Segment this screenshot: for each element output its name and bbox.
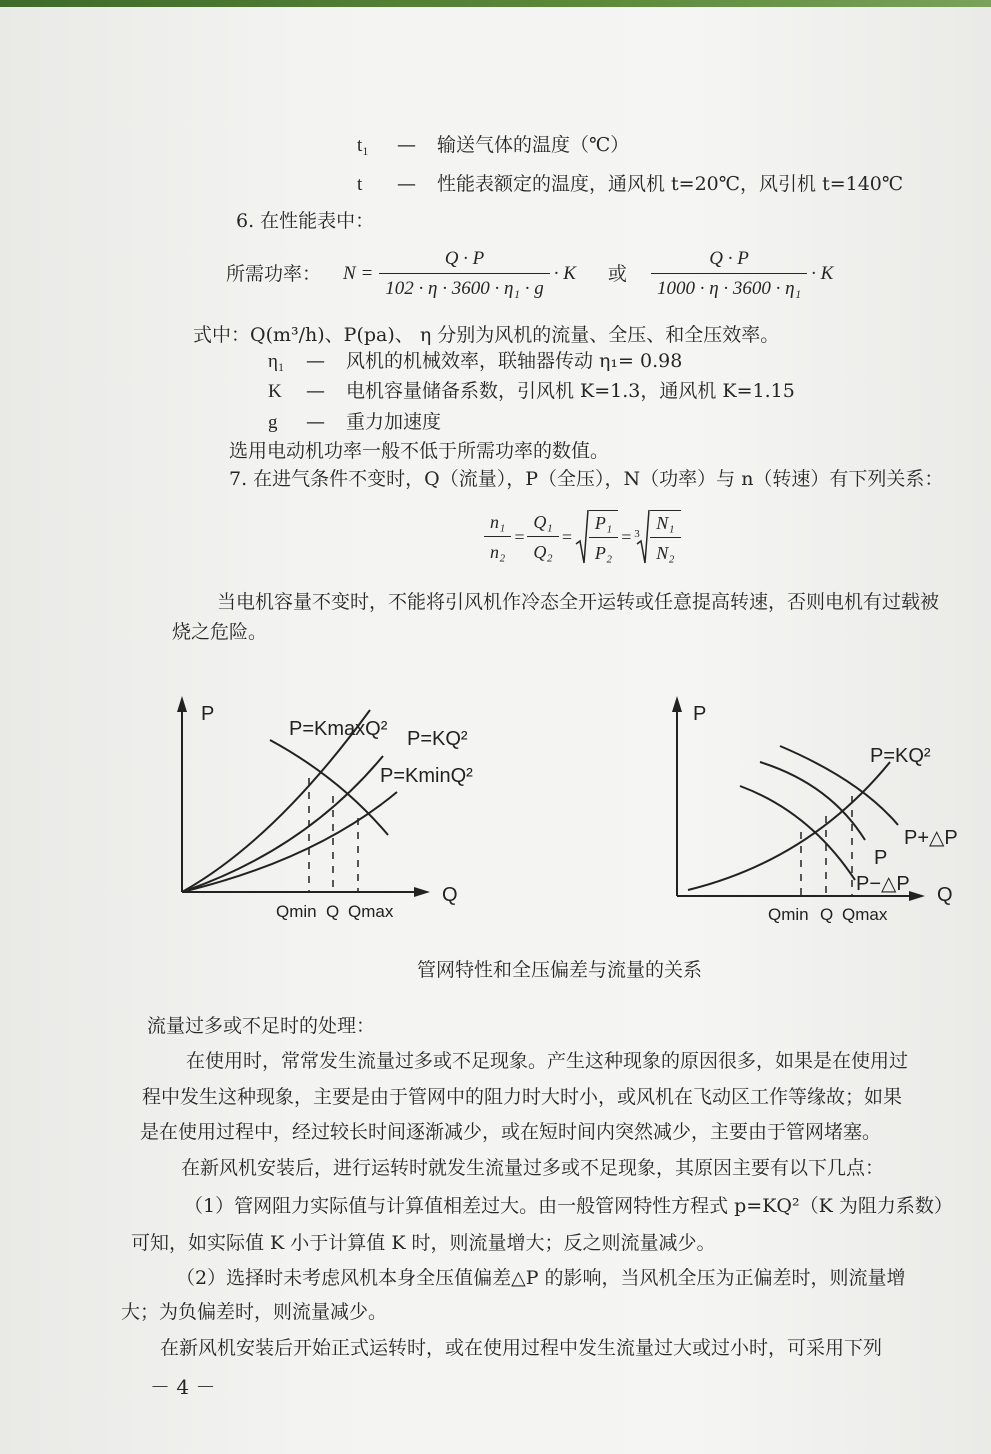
paragraph-line: 在新风机安装后开始正式运转时，或在使用过程中发生流量过大或过小时，可采用下列 [160,1337,883,1359]
ratio-q: $\frac{\text{Q₁}}{\text{Q₂}}$ [527,510,558,564]
tick-q: Q [820,905,834,924]
sqrt-sign [575,508,589,566]
y-label: P [693,703,707,725]
paragraph-line: 在使用时，常常发生流量过多或不足现象。产生这种现象的原因很多，如果是在使用过 [186,1050,909,1072]
tick-qmax: Qmax [842,905,888,924]
y-axis-arrow [672,696,682,712]
chart-pipe-resistance [165,690,485,930]
definition-t: t — 性能表额定的温度，通风机 t=20℃，风引机 t=140℃ [357,173,904,195]
power-formula: 所需功率： N = $\frac{Q \cdot P}{\text{102 · η · 3600 · η₁ · g}}$ · K 或 $\frac{Q \cdot P}{\text{1000 · η · 3600 · η₁}}$ · K [226,248,834,299]
ratio-n: $\frac{\text{n₁}}{\text{n₂}}$ [484,510,511,564]
speed-relation-formula: $\frac{\text{n₁}}{\text{n₂}}$ = $\frac{\text{Q₁}}{\text{Q₂}}$ = $\frac{\text{P₁}}{\text{P₂}}$ = 3 $\frac{\text{N₁}}{\text{N₂}}$ [484,506,681,568]
power-fraction-1: $\frac{Q \cdot P}{\text{102 · η · 3600 · η₁ · g}}$ [379,247,549,301]
or-word: 或 [607,263,627,285]
definition-g: g — 重力加速度 [268,411,442,433]
tick-q: Q [326,902,340,921]
tick-qmax: Qmax [348,902,394,921]
fan-performance-curve [270,740,388,835]
ratio-nn: $\frac{\text{N₁}}{\text{N₂}}$ [650,510,680,565]
definition-k: K — 电机容量储备系数，引风机 K=1.3，通风机 K=1.15 [268,380,795,402]
warning-line-2: 烧之危险。 [172,621,268,643]
y-label: P [201,703,215,725]
curve-minus [760,762,865,840]
figure-caption: 管网特性和全压偏差与流量的关系 [417,959,703,981]
motor-note: 选用电动机功率一般不低于所需功率的数值。 [229,440,610,462]
tick-qmin: Qmin [276,902,317,921]
x-axis-arrow [414,887,430,897]
label-kmin: P=KminQ² [380,765,473,787]
definition-t1: t₁ — 输送气体的温度（℃） [357,134,630,156]
power-fraction-2: $\frac{Q \cdot P}{\text{1000 · η · 3600 · η₁}}$ [651,247,807,301]
item7-text: 7. 在进气条件不变时，Q（流量），P（全压），N（功率）与 n（转速）有下列关系： [229,468,944,490]
x-axis-arrow [909,891,925,901]
ratio-p: $\frac{\text{P₁}}{\text{P₂}}$ [589,510,618,565]
x-label: Q [442,884,458,906]
power-label: 所需功率： [226,263,322,285]
x-label: Q [937,884,953,906]
chart-pressure-deviation [660,690,975,935]
warning-line-1: 当电机容量不变时，不能将引风机作冷态全开运转或任意提高转速，否则电机有过载被 [217,591,940,613]
paragraph-line: （1）管网阻力实际值与计算值相差过大。由一般管网特性方程式 p=KQ²（K 为阻力系数） [184,1195,953,1217]
definition-eta1: η₁ — 风机的机械效率，联轴器传动 η₁= 0.98 [268,350,683,372]
page-number: － 4 － [150,1375,216,1399]
binding-strip [0,0,991,7]
y-axis-arrow [177,696,187,712]
pipe-curve [688,762,890,890]
paragraph-line: 是在使用过程中，经过较长时间逐渐减少，或在短时间内突然减少，主要由于管网堵塞。 [140,1121,882,1143]
paragraph-line: 大；为负偏差时，则流量减少。 [121,1301,388,1323]
label-p: P [874,847,888,869]
paragraph-line: （2）选择时未考虑风机本身全压值偏差△P 的影响，当风机全压为正偏差时，则流量增 [176,1267,906,1289]
label-k: P=KQ² [870,745,931,767]
paragraph-line: 程中发生这种现象，主要是由于管网中的阻力时大时小，或风机在飞动区工作等缘故；如果 [142,1086,903,1108]
item6-heading: 6. 在性能表中： [236,210,375,232]
label-kmax: P=KmaxQ² [289,718,388,740]
label-k: P=KQ² [407,728,468,750]
label-plus: P+△P [904,827,958,849]
paragraph-line: 可知，如实际值 K 小于计算值 K 时，则流量增大；反之则流量减少。 [131,1232,716,1254]
tick-qmin: Qmin [768,905,809,924]
paragraph-line: 在新风机安装后，进行运转时就发生流量过多或不足现象，其原因主要有以下几点： [181,1157,885,1179]
cube-root-sign: 3 [634,508,650,566]
formula-note: 式中：Q(m³/h)、P(pa)、 η 分别为风机的流量、全压、和全压效率。 [193,324,780,346]
section-heading: 流量过多或不足时的处理： [147,1015,376,1037]
label-minus: P−△P [856,873,910,895]
